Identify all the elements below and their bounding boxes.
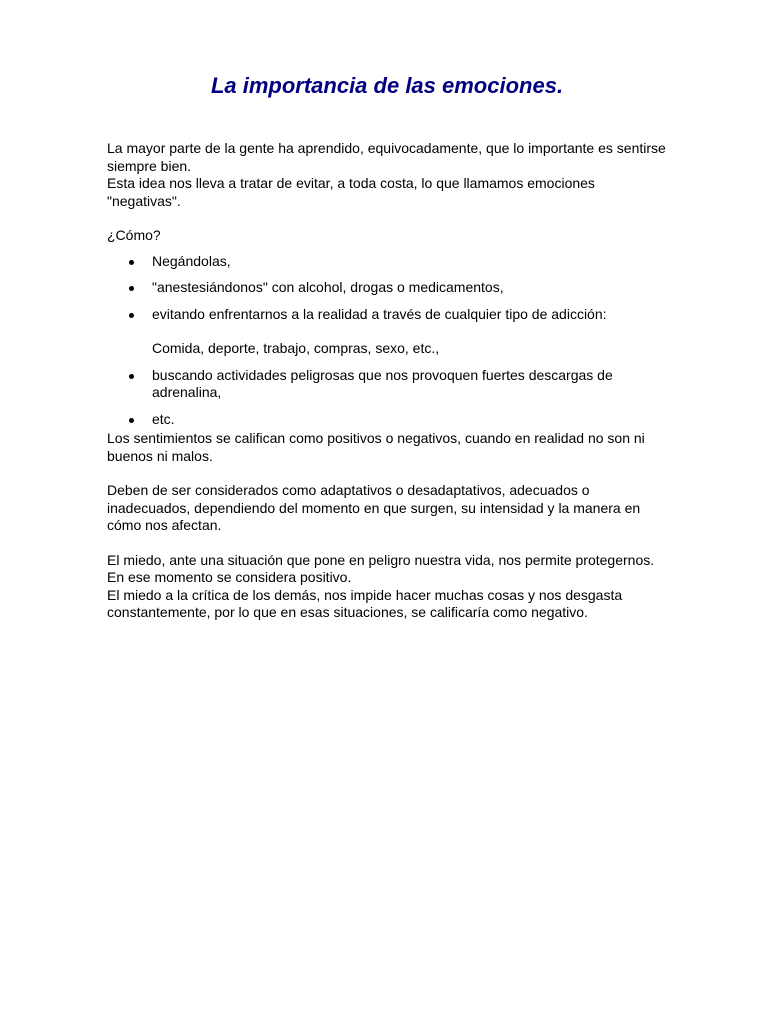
adaptive-paragraph: Deben de ser considerados como adaptativos o desadaptativos, adecuados o inadecuados, dependiendo del momento en que surgen, su intensidad y la manera en cómo nos afectan. (107, 482, 641, 533)
document-title: La importancia de las emociones. (210, 73, 564, 98)
list-item (107, 253, 667, 271)
bullet-icon (129, 374, 134, 379)
document-page (107, 72, 667, 622)
bullet-icon (129, 260, 134, 265)
list-item (107, 306, 667, 358)
fear-line-2: En ese momento se considera positivo. (107, 569, 352, 585)
list-item (107, 411, 667, 429)
list-item (107, 367, 667, 402)
list-item (107, 279, 667, 297)
list-item-text: buscando actividades peligrosas que nos provoquen fuertes descargas de adrenalina, (152, 366, 613, 400)
fear-block (107, 552, 667, 622)
fear-line-3: El miedo a la crítica de los demás, nos impide hacer muchas cosas y nos desgasta constantemente, por lo que en esas situaciones, se calificaría como negativo. (107, 586, 623, 620)
question-text: ¿Cómo? (107, 227, 161, 243)
list-item-text: etc. (152, 410, 175, 427)
intro-line-1: La mayor parte de la gente ha aprendido, equivocadamente, que lo importante es sentirse siempre bien. (107, 140, 666, 174)
intro-block (107, 140, 667, 210)
methods-list (107, 253, 667, 429)
bullet-icon (129, 286, 134, 291)
list-item-text: Negándolas, (152, 252, 231, 269)
list-item-text: "anestesiándonos" con alcohol, drogas o medicamentos, (152, 279, 504, 295)
fear-line-1: El miedo, ante una situación que pone en peligro nuestra vida, nos permite protegernos. (107, 551, 655, 568)
bullet-icon (129, 313, 134, 318)
bullet-icon (129, 418, 134, 423)
intro-line-2: Esta idea nos lleva a tratar de evitar, a toda costa, lo que llamamos emociones "negativas". (107, 175, 595, 209)
list-item-text: evitando enfrentarnos a la realidad a través de cualquier tipo de adicción: (152, 305, 607, 322)
list-item-subtext: Comida, deporte, trabajo, compras, sexo, etc., (152, 340, 440, 356)
classification-paragraph: Los sentimientos se califican como positivos o negativos, cuando en realidad no son ni buenos ni malos. (107, 430, 645, 464)
